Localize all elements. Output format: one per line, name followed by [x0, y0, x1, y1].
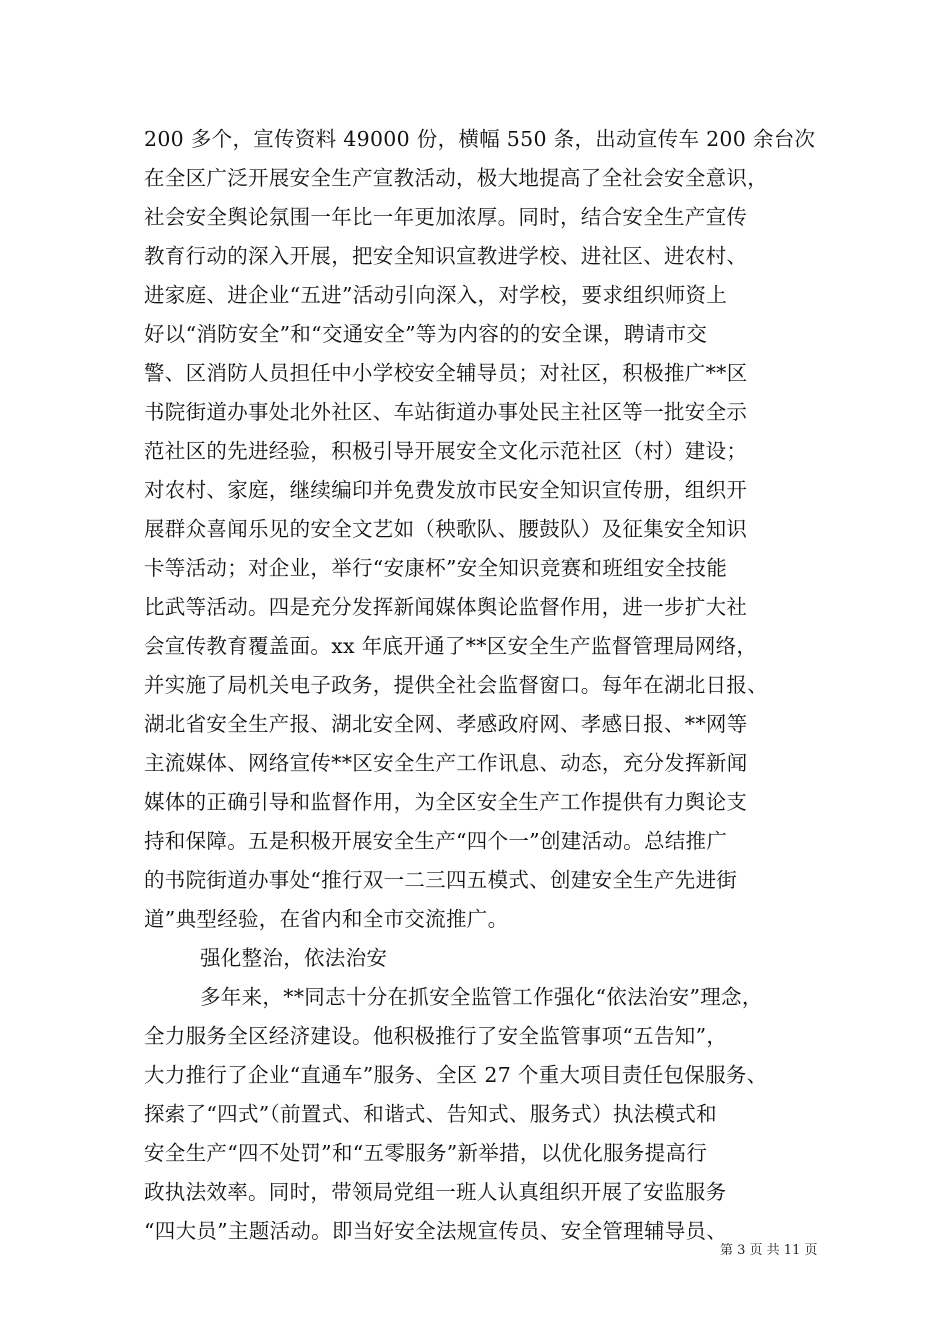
- text-line: 卡等活动；对企业，举行“安康杯”安全知识竞赛和班组安全技能: [144, 556, 728, 580]
- text-line: 全力服务全区经济建设。他积极推行了安全监管事项“五告知”，: [144, 1024, 728, 1048]
- text-line: 并实施了局机关电子政务，提供全社会监督窗口。每年在湖北日报、: [144, 673, 768, 697]
- text-line: 道”典型经验，在省内和全市交流推广。: [144, 907, 509, 931]
- text-line: 主流媒体、网络宣传**区安全生产工作讯息、动态，充分发挥新闻: [144, 751, 748, 775]
- text-line: 湖北省安全生产报、湖北安全网、孝感政府网、孝感日报、**网等: [144, 712, 748, 736]
- text-line: 持和保障。五是积极开展安全生产“四个一”创建活动。总结推广: [144, 829, 728, 853]
- text-line: 的书院街道办事处“推行双一二三四五模式、创建安全生产先进街: [144, 868, 738, 892]
- text-line: 进家庭、进企业“五进”活动引向深入，对学校，要求组织师资上: [144, 283, 728, 307]
- page-number: 第 3 页 共 11 页: [720, 1243, 818, 1258]
- text-line: 多年来，**同志十分在抓安全监管工作强化“依法治安”理念，: [200, 985, 763, 1009]
- text-line: 范社区的先进经验，积极引导开展安全文化示范社区（村）建设；: [144, 439, 748, 463]
- text-line: 展群众喜闻乐见的安全文艺如（秧歌队、腰鼓队）及征集安全知识: [144, 517, 748, 541]
- document-body: [144, 120, 814, 1251]
- text-line: 200 多个，宣传资料 49000 份，横幅 550 条，出动宣传车 200 余台次: [144, 127, 816, 151]
- text-line: 政执法效率。同时，带领局党组一班人认真组织开展了安监服务: [144, 1180, 727, 1204]
- text-line: 警、区消防人员担任中小学校安全辅导员；对社区，积极推广**区: [144, 361, 748, 385]
- text-line: 媒体的正确引导和监督作用，为全区安全生产工作提供有力舆论支: [144, 790, 748, 814]
- text-line: 比武等活动。四是充分发挥新闻媒体舆论监督作用，进一步扩大社: [144, 595, 748, 619]
- text-line: 探索了“四式”（前置式、和谐式、告知式、服务式）执法模式和: [144, 1102, 717, 1126]
- text-line: 安全生产“四不处罚”和“五零服务”新举措，以优化服务提高行: [144, 1141, 708, 1165]
- section-heading: 强化整治，依法治安: [200, 946, 388, 970]
- text-line: 书院街道办事处北外社区、车站街道办事处民主社区等一批安全示: [144, 400, 748, 424]
- text-line: 会宣传教育覆盖面。xx 年底开通了**区安全生产监督管理局网络，: [144, 634, 758, 658]
- text-line: 教育行动的深入开展，把安全知识宣教进学校、进社区、进农村、: [144, 244, 748, 268]
- text-line: 大力推行了企业“直通车”服务、全区 27 个重大项目责任包保服务、: [144, 1063, 768, 1087]
- text-line: 对农村、家庭，继续编印并免费发放市民安全知识宣传册，组织开: [144, 478, 748, 502]
- text-line: 在全区广泛开展安全生产宣教活动，极大地提高了全社会安全意识，: [144, 166, 768, 190]
- text-line: 好以“消防安全”和“交通安全”等为内容的的安全课，聘请市交: [144, 322, 708, 346]
- text-line: 社会安全舆论氛围一年比一年更加浓厚。同时，结合安全生产宣传: [144, 205, 748, 229]
- text-line: “四大员”主题活动。即当好安全法规宣传员、安全管理辅导员、: [144, 1219, 728, 1243]
